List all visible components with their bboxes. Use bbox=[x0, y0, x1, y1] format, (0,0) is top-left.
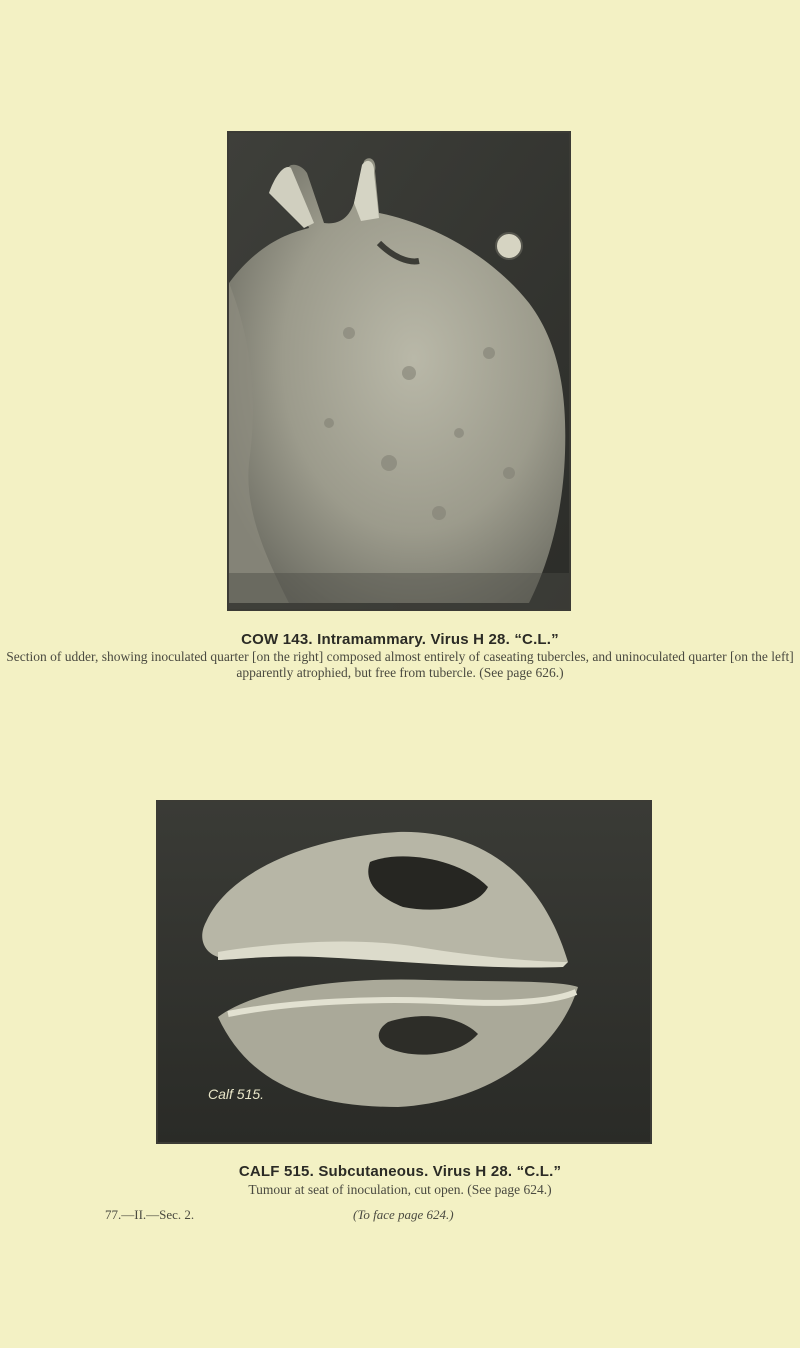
tumour-photograph bbox=[156, 800, 652, 1144]
plate2-handwritten-label: Calf 515. bbox=[208, 1086, 265, 1102]
udder-section-photograph bbox=[227, 131, 571, 611]
plate1-description: Section of udder, showing inoculated quarter [on the right] composed almost entirely of caseating tubercles, and uninoculated quarter [on the left] apparently atrophied, but free from tubercle. (See page 626.) bbox=[6, 649, 794, 680]
udder-section-image bbox=[229, 133, 569, 609]
plate1-title: COW 143. Intramammary. Virus H 28. “C.L.” bbox=[241, 631, 559, 648]
footer-face-page-note: (To face page 624.) bbox=[353, 1207, 454, 1222]
footer-section-reference: 77.—II.—Sec. 2. bbox=[105, 1207, 195, 1222]
plate2-title: CALF 515. Subcutaneous. Virus H 28. “C.L.” bbox=[238, 1163, 562, 1180]
plate2-description: Tumour at seat of inoculation, cut open. (See page 624.) bbox=[248, 1182, 552, 1197]
